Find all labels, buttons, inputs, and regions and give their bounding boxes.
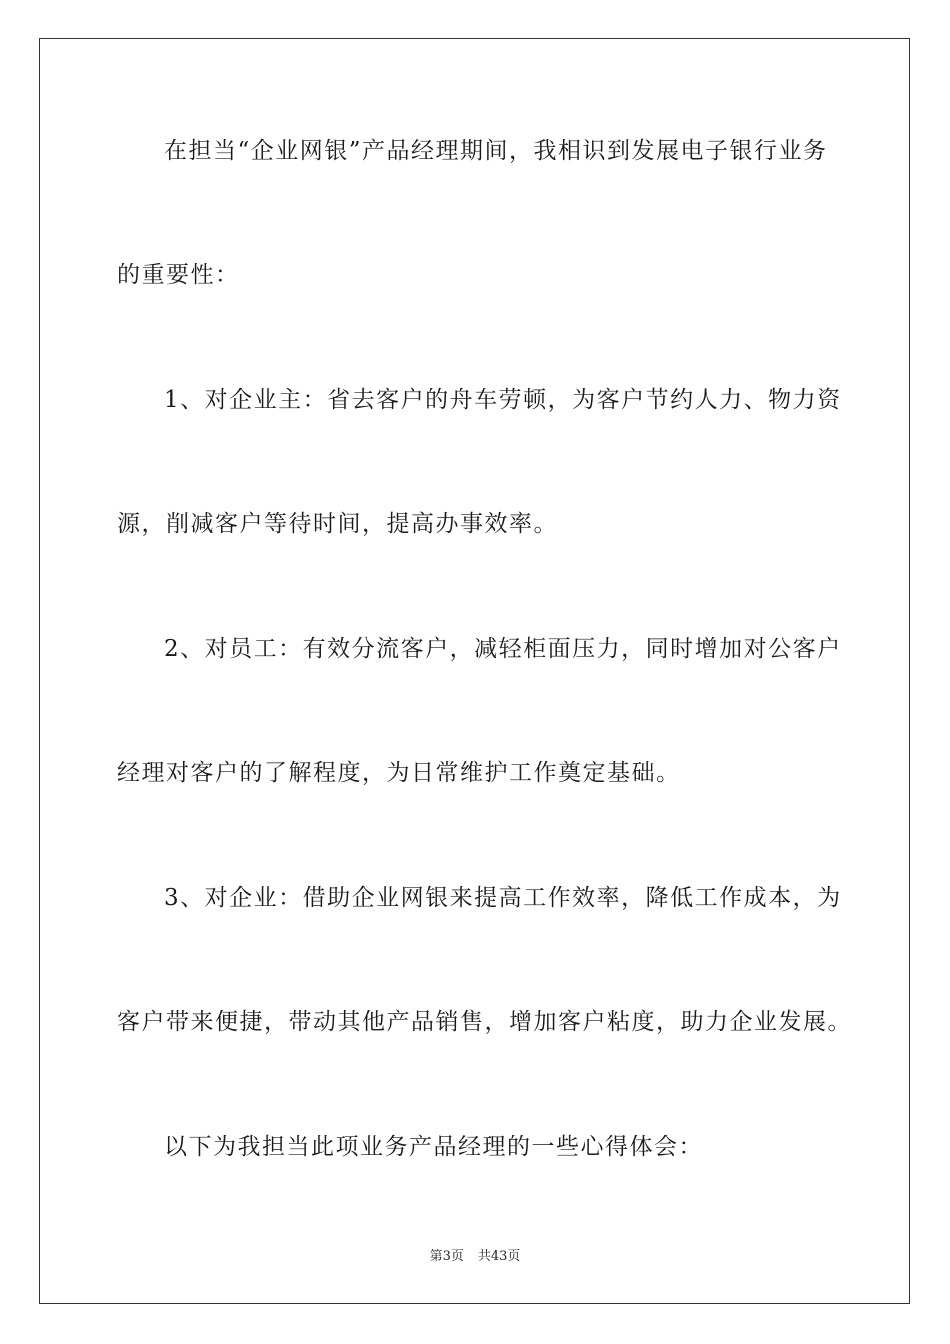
paragraph-line: 在担当“企业网银”产品经理期间，我相识到发展电子银行业务: [164, 138, 828, 164]
paragraph-line: 2、对员工：有效分流客户，减轻柜面压力，同时增加对公客户: [164, 636, 842, 662]
page-footer: [0, 1248, 950, 1266]
paragraph-line: 客户带来便捷，带动其他产品销售，增加客户粘度，助力企业发展。: [117, 1009, 852, 1035]
paragraph-line: 的重要性：: [117, 262, 240, 288]
page-total: 共43页: [477, 1249, 521, 1264]
paragraph-line: 1、对企业主：省去客户的舟车劳顿，为客户节约人力、物力资: [164, 387, 842, 413]
paragraph-line: 以下为我担当此项业务产品经理的一些心得体会：: [164, 1134, 703, 1160]
paragraph-line: 源，削减客户等待时间，提高办事效率。: [117, 511, 558, 537]
paragraph-line: 经理对客户的了解程度，为日常维护工作奠定基础。: [117, 760, 681, 786]
paragraph-line: 3、对企业：借助企业网银来提高工作效率，降低工作成本，为: [164, 885, 842, 911]
page-number: 第3页: [429, 1249, 464, 1264]
page-frame: [39, 38, 910, 1304]
